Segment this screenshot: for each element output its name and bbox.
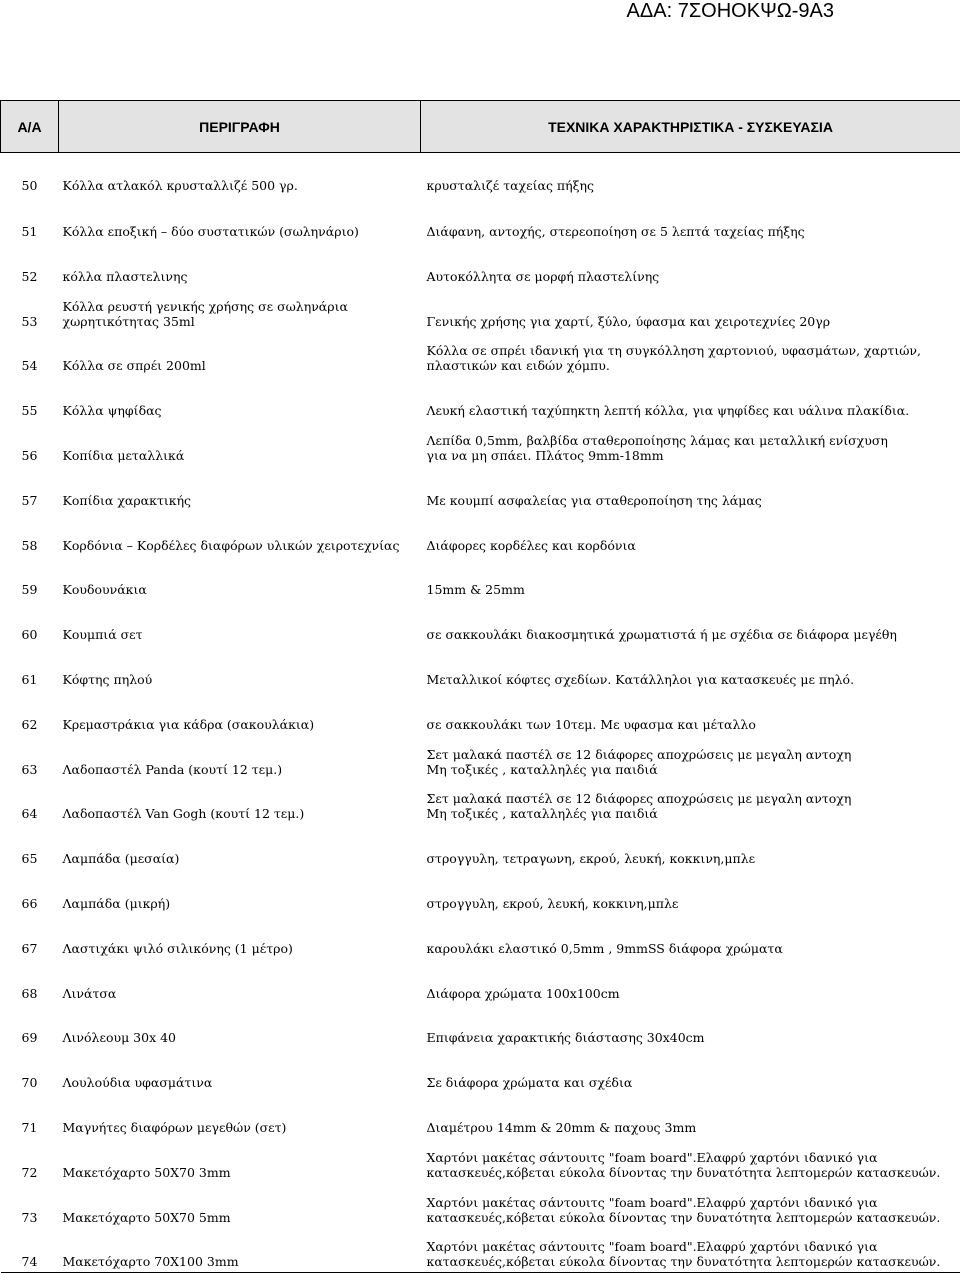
row-description xyxy=(59,780,421,825)
specs-line: 15mm & 25mm xyxy=(427,582,960,597)
description-line: Λουλούδια υφασμάτινα xyxy=(63,1075,421,1090)
specs-line: Γενικής χρήσης για χαρτί, ξύλο, ύφασμα και χειροτεχνίες 20γρ xyxy=(427,314,960,329)
row-description xyxy=(59,556,421,601)
specs-line: Χαρτόνι μακέτας σάντουιτς "foam board".Ελαφρύ χαρτόνι ιδανικό για xyxy=(427,1195,960,1210)
description-line: Λαδοπαστέλ Panda (κουτί 12 τεμ.) xyxy=(63,762,421,777)
document-code: ΑΔΑ: 7ΣΟΗΟΚΨΩ-9Α3 xyxy=(627,0,834,22)
row-specs xyxy=(421,421,960,466)
row-number: 50 xyxy=(1,153,59,198)
row-description xyxy=(59,466,421,511)
table-row xyxy=(1,1183,960,1228)
row-description xyxy=(59,287,421,332)
specs-line: Σετ μαλακά παστέλ σε 12 διάφορες αποχρώσεις με μεγαλη αντοχη xyxy=(427,747,960,762)
specs-line: για να μη σπάει. Πλάτος 9mm-18mm xyxy=(427,448,960,463)
row-specs xyxy=(421,1228,960,1273)
description-line: κόλλα πλαστελινης xyxy=(63,269,421,284)
description-line: Κρεμαστράκια για κάδρα (σακουλάκια) xyxy=(63,717,421,732)
row-number: 62 xyxy=(1,690,59,735)
description-line: Κόλλα ψηφίδας xyxy=(63,403,421,418)
description-line: Λαστιχάκι ψιλό σιλικόνης (1 μέτρο) xyxy=(63,941,421,956)
row-number: 60 xyxy=(1,600,59,645)
table-row xyxy=(1,287,960,332)
table-row xyxy=(1,645,960,690)
row-specs xyxy=(421,824,960,869)
specs-line: στρογγυλη, εκρού, λευκή, κοκκινη,μπλε xyxy=(427,896,960,911)
row-description xyxy=(59,1093,421,1138)
table-row xyxy=(1,1093,960,1138)
row-number: 73 xyxy=(1,1183,59,1228)
table-row xyxy=(1,242,960,287)
row-description xyxy=(59,376,421,421)
row-description xyxy=(59,153,421,198)
row-number: 65 xyxy=(1,824,59,869)
row-specs xyxy=(421,1004,960,1049)
description-line: Κόλλα ρευστή γενικής χρήσης σε σωληνάρια xyxy=(63,299,421,314)
table-row xyxy=(1,511,960,556)
row-description xyxy=(59,914,421,959)
row-number: 70 xyxy=(1,1048,59,1093)
table-row xyxy=(1,376,960,421)
specs-line: Μη τοξικές , καταλληλές για παιδιά xyxy=(427,806,960,821)
row-description xyxy=(59,1004,421,1049)
row-specs xyxy=(421,197,960,242)
column-header-description: ΠΕΡΙΓΡΑΦΗ xyxy=(59,101,421,153)
row-specs xyxy=(421,780,960,825)
table-row xyxy=(1,332,960,377)
row-number: 64 xyxy=(1,780,59,825)
description-line: Λινάτσα xyxy=(63,986,421,1001)
description-line: Κόλλα σε σπρέι 200ml xyxy=(63,358,421,373)
description-line: Μαγνήτες διαφόρων μεγεθών (σετ) xyxy=(63,1120,421,1135)
description-line: Κοπίδια μεταλλικά xyxy=(63,448,421,463)
row-specs xyxy=(421,1048,960,1093)
table-row xyxy=(1,1138,960,1183)
table-row xyxy=(1,466,960,511)
row-number: 61 xyxy=(1,645,59,690)
description-line: Λαμπάδα (μεσαία) xyxy=(63,851,421,866)
specs-line: Σετ μαλακά παστέλ σε 12 διάφορες αποχρώσεις με μεγαλη αντοχη xyxy=(427,791,960,806)
specs-line: Επιφάνεια χαρακτικής διάστασης 30x40cm xyxy=(427,1030,960,1045)
row-specs xyxy=(421,735,960,780)
row-description xyxy=(59,824,421,869)
row-description xyxy=(59,1138,421,1183)
specs-line: Λευκή ελαστική ταχύπηκτη λεπτή κόλλα, για ψηφίδες και υάλινα πλακίδια. xyxy=(427,403,960,418)
row-specs xyxy=(421,1138,960,1183)
column-header-aa: Α/Α xyxy=(1,101,59,153)
column-header-specs: ΤΕΧΝΙΚΑ ΧΑΡΑΚΤΗΡΙΣΤΙΚΑ - ΣΥΣΚΕΥΑΣΙΑ xyxy=(421,101,960,153)
row-specs xyxy=(421,466,960,511)
table-row xyxy=(1,153,960,198)
row-specs xyxy=(421,153,960,198)
specs-line: σε σακκουλάκι διακοσμητικά χρωματιστά ή με σχέδια σε διάφορα μεγέθη xyxy=(427,627,960,642)
row-specs xyxy=(421,600,960,645)
table-row xyxy=(1,780,960,825)
row-number: 69 xyxy=(1,1004,59,1049)
row-specs xyxy=(421,1093,960,1138)
row-description xyxy=(59,959,421,1004)
row-number: 71 xyxy=(1,1093,59,1138)
table-row xyxy=(1,421,960,466)
table-row xyxy=(1,1228,960,1273)
row-description xyxy=(59,511,421,556)
description-line: Κορδόνια – Κορδέλες διαφόρων υλικών χειροτεχνίας xyxy=(63,538,421,553)
table-row xyxy=(1,914,960,959)
specs-line: Με κουμπί ασφαλείας για σταθεροποίηση της λάμας xyxy=(427,493,960,508)
table-body xyxy=(1,153,960,1273)
row-description xyxy=(59,421,421,466)
description-line: Κόλλα ατλακόλ κρυσταλλιζέ 500 γρ. xyxy=(63,178,421,193)
row-number: 57 xyxy=(1,466,59,511)
description-line: Μακετόχαρτο 50Χ70 3mm xyxy=(63,1165,421,1180)
description-line: Μακετόχαρτο 50Χ70 5mm xyxy=(63,1210,421,1225)
description-line: Κοπίδια χαρακτικής xyxy=(63,493,421,508)
table-row xyxy=(1,197,960,242)
row-specs xyxy=(421,287,960,332)
description-line: Λαδοπαστέλ Van Gogh (κουτί 12 τεμ.) xyxy=(63,806,421,821)
specs-line: Μη τοξικές , καταλληλές για παιδιά xyxy=(427,762,960,777)
row-specs xyxy=(421,914,960,959)
row-description xyxy=(59,869,421,914)
row-specs xyxy=(421,332,960,377)
row-number: 54 xyxy=(1,332,59,377)
row-description xyxy=(59,1183,421,1228)
row-description xyxy=(59,645,421,690)
table-row xyxy=(1,959,960,1004)
row-description xyxy=(59,1228,421,1273)
row-number: 56 xyxy=(1,421,59,466)
specs-line: κατασκευές,κόβεται εύκολα δίνοντας την δυνατότητα λεπτομερών κατασκευών. xyxy=(427,1165,960,1180)
specs-line: Κόλλα σε σπρέι ιδανική για τη συγκόλληση χαρτονιού, υφασμάτων, χαρτιών, xyxy=(427,343,960,358)
specs-line: Διάφανη, αντοχής, στερεοποίηση σε 5 λεπτά ταχείας πήξης xyxy=(427,224,960,239)
row-specs xyxy=(421,869,960,914)
table-row xyxy=(1,869,960,914)
row-specs xyxy=(421,242,960,287)
specs-line: Λεπίδα 0,5mm, βαλβίδα σταθεροποίησης λάμας και μεταλλική ενίσχυση xyxy=(427,433,960,448)
items-table xyxy=(0,100,960,1273)
row-description xyxy=(59,332,421,377)
row-specs xyxy=(421,1183,960,1228)
specs-line: Μεταλλικοί κόφτες σχεδίων. Κατάλληλοι για κατασκευές με πηλό. xyxy=(427,672,960,687)
description-line: Λαμπάδα (μικρή) xyxy=(63,896,421,911)
specs-line: Διαμέτρου 14mm & 20mm & παχους 3mm xyxy=(427,1120,960,1135)
description-line: Κουμπιά σετ xyxy=(63,627,421,642)
row-number: 59 xyxy=(1,556,59,601)
description-line: Κόλλα εποξική – δύο συστατικών (σωληνάριο) xyxy=(63,224,421,239)
row-specs xyxy=(421,376,960,421)
row-number: 53 xyxy=(1,287,59,332)
description-line: Κουδουνάκια xyxy=(63,582,421,597)
table-row xyxy=(1,1048,960,1093)
specs-line: κρυσταλιζέ ταχείας πήξης xyxy=(427,178,960,193)
specs-line: πλαστικών και ειδών χόμπυ. xyxy=(427,358,960,373)
row-number: 74 xyxy=(1,1228,59,1273)
row-description xyxy=(59,690,421,735)
row-number: 72 xyxy=(1,1138,59,1183)
description-line: Κόφτης πηλού xyxy=(63,672,421,687)
row-number: 58 xyxy=(1,511,59,556)
row-specs xyxy=(421,645,960,690)
row-number: 52 xyxy=(1,242,59,287)
row-specs xyxy=(421,556,960,601)
specs-line: Αυτοκόλλητα σε μορφή πλαστελίνης xyxy=(427,269,960,284)
specs-line: Χαρτόνι μακέτας σάντουιτς "foam board".Ελαφρύ χαρτόνι ιδανικό για xyxy=(427,1239,960,1254)
specs-line: Διάφορα χρώματα 100x100cm xyxy=(427,986,960,1001)
table-row xyxy=(1,1004,960,1049)
row-number: 67 xyxy=(1,914,59,959)
specs-line: στρογγυλη, τετραγωνη, εκρού, λευκή, κοκκινη,μπλε xyxy=(427,851,960,866)
specs-line: Διάφορες κορδέλες και κορδόνια xyxy=(427,538,960,553)
specs-line: Σε διάφορα χρώματα και σχέδια xyxy=(427,1075,960,1090)
row-specs xyxy=(421,959,960,1004)
row-specs xyxy=(421,690,960,735)
row-number: 55 xyxy=(1,376,59,421)
row-specs xyxy=(421,511,960,556)
specs-line: καρουλάκι ελαστικό 0,5mm , 9mmSS διάφορα χρώματα xyxy=(427,941,960,956)
row-number: 51 xyxy=(1,197,59,242)
row-number: 66 xyxy=(1,869,59,914)
table-row xyxy=(1,735,960,780)
table-row xyxy=(1,600,960,645)
table-row xyxy=(1,690,960,735)
description-line: Λινόλεουμ 30x 40 xyxy=(63,1030,421,1045)
row-description xyxy=(59,1048,421,1093)
specs-line: Χαρτόνι μακέτας σάντουιτς "foam board".Ελαφρύ χαρτόνι ιδανικό για xyxy=(427,1150,960,1165)
specs-line: κατασκευές,κόβεται εύκολα δίνοντας την δυνατότητα λεπτομερών κατασκευών. xyxy=(427,1254,960,1269)
row-description xyxy=(59,197,421,242)
description-line: Μακετόχαρτο 70Χ100 3mm xyxy=(63,1254,421,1269)
table-row xyxy=(1,556,960,601)
specs-line: σε σακκουλάκι των 10τεμ. Με υφασμα και μέταλλο xyxy=(427,717,960,732)
row-description xyxy=(59,242,421,287)
row-number: 68 xyxy=(1,959,59,1004)
row-number: 63 xyxy=(1,735,59,780)
table-header xyxy=(1,101,960,153)
specs-line: κατασκευές,κόβεται εύκολα δίνοντας την δυνατότητα λεπτομερών κατασκευών. xyxy=(427,1210,960,1225)
row-description xyxy=(59,735,421,780)
description-line: χωρητικότητας 35ml xyxy=(63,314,421,329)
table-row xyxy=(1,824,960,869)
row-description xyxy=(59,600,421,645)
